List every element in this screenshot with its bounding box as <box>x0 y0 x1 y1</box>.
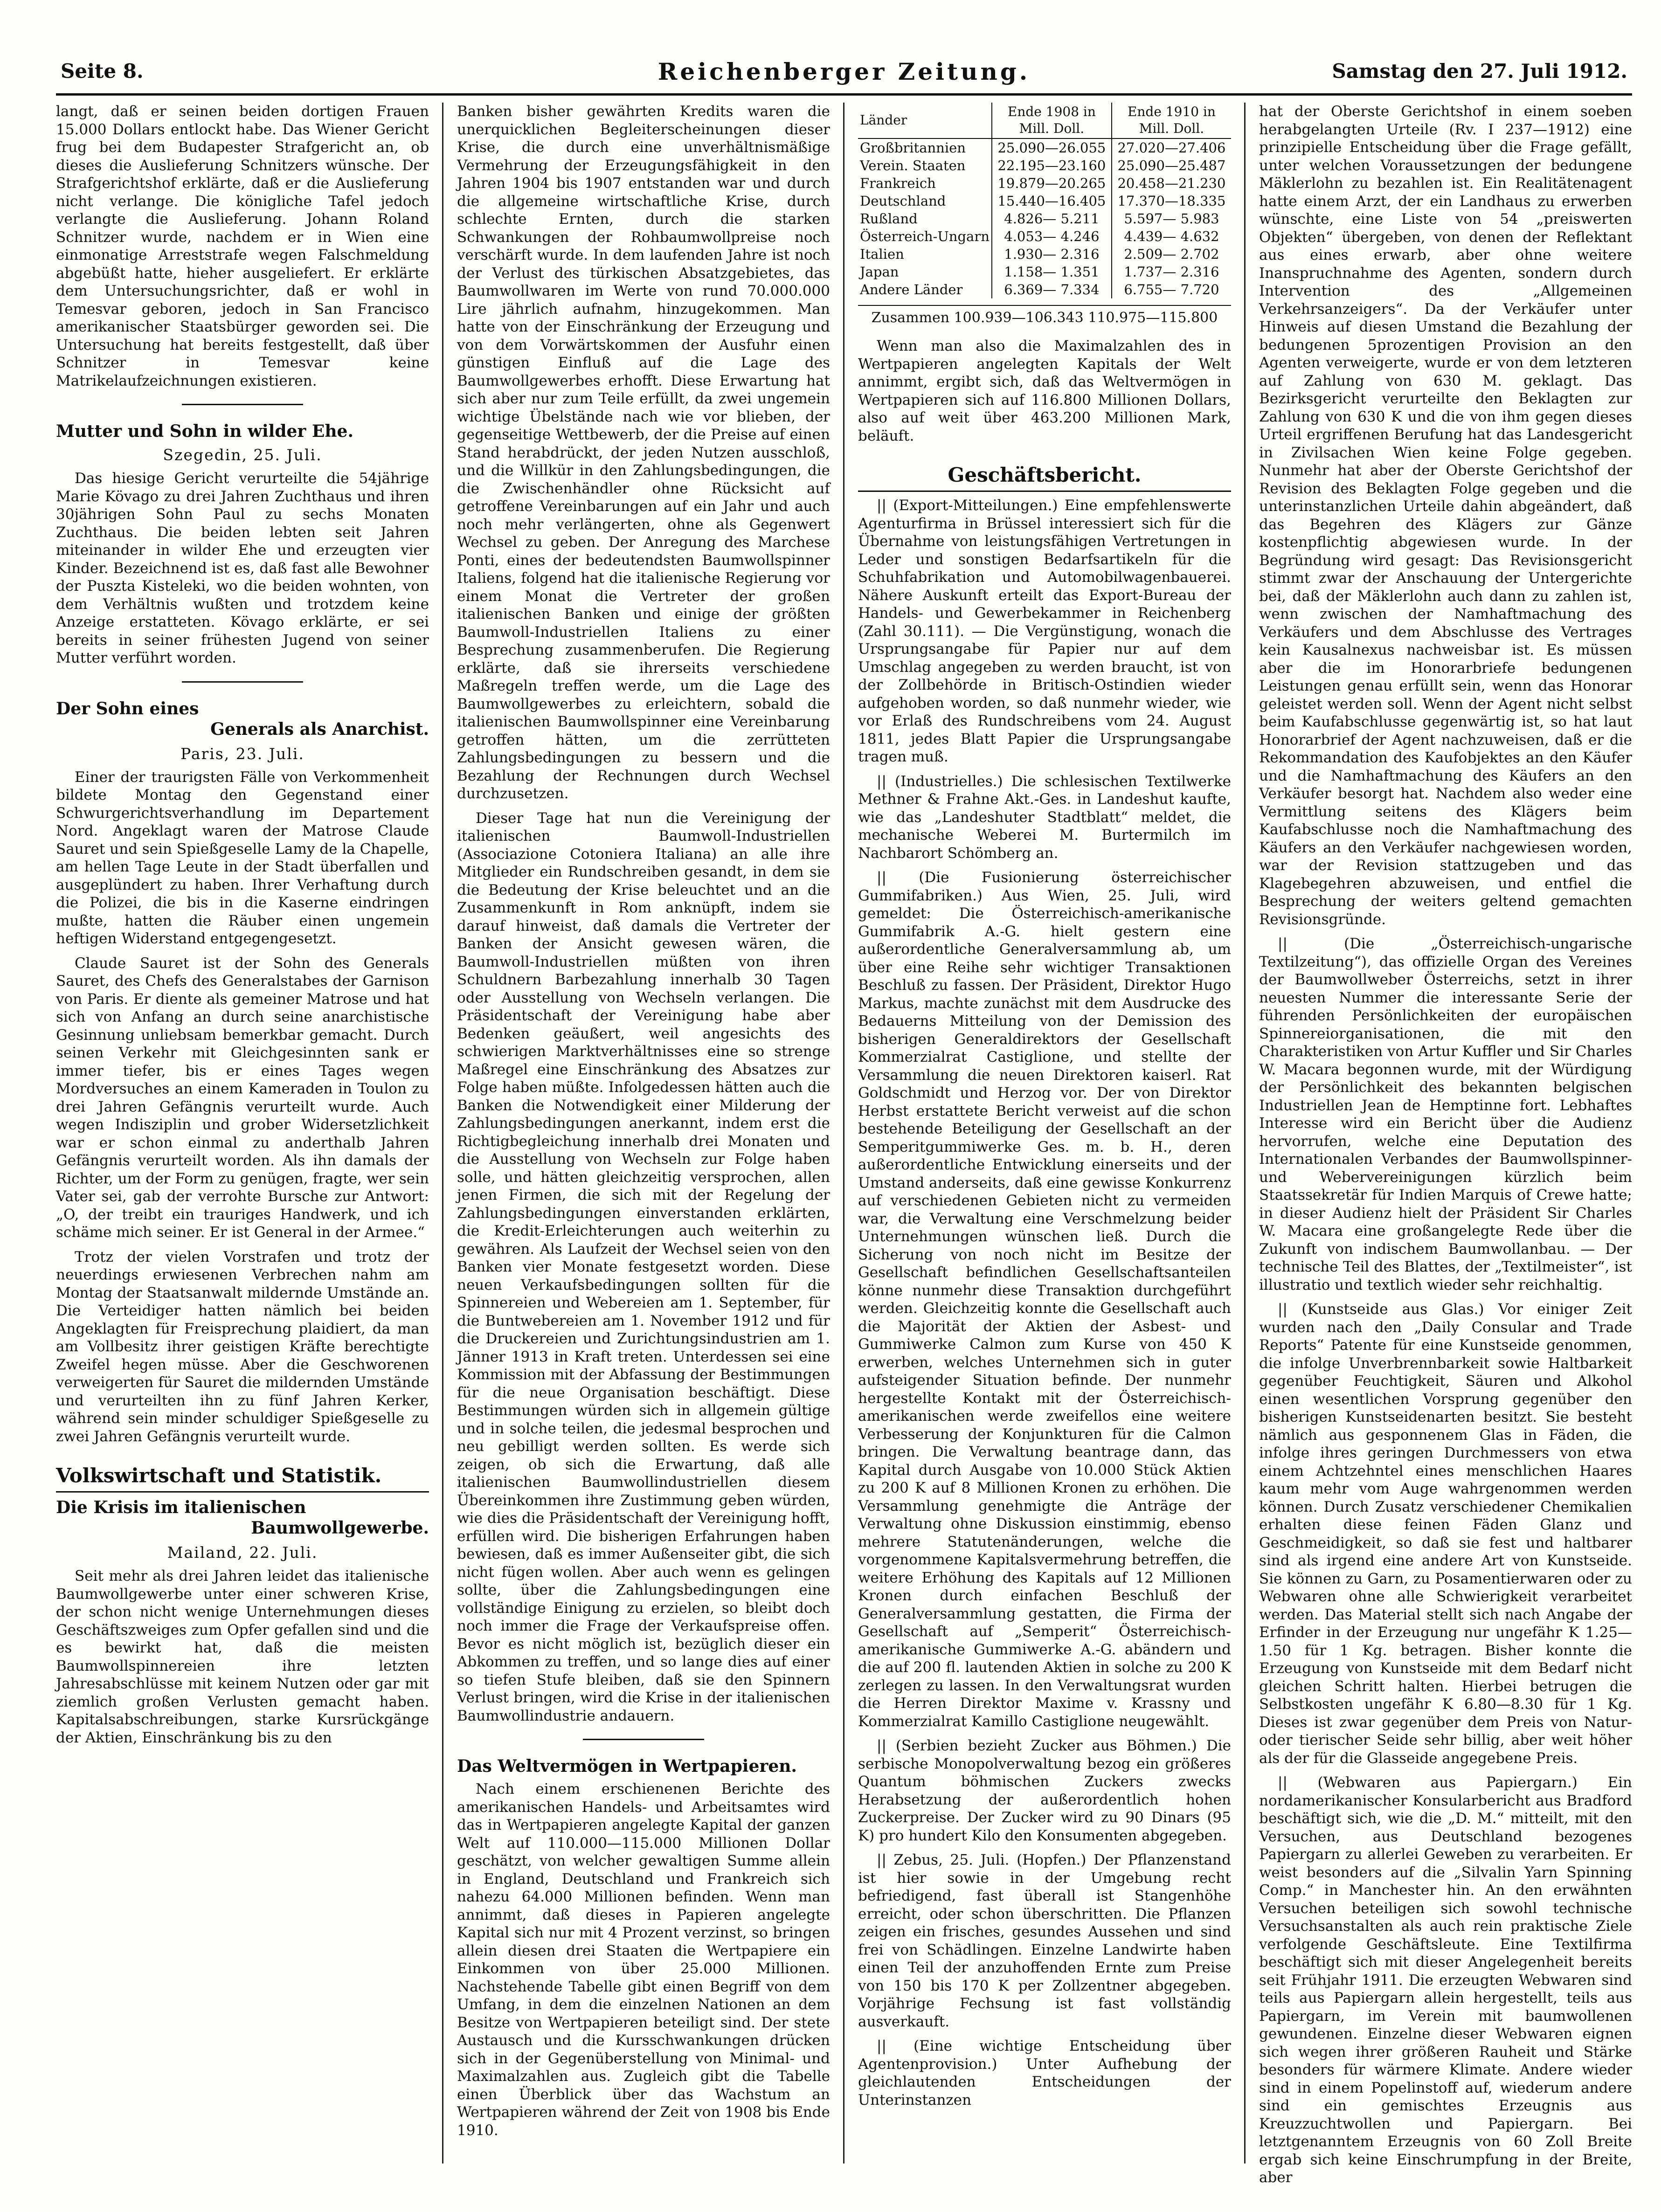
article-separator <box>182 681 303 683</box>
table-cell: Andere Länder <box>860 282 963 297</box>
article-heading-line2: Baumwollgewerbe. <box>251 1518 429 1538</box>
column-4 <box>1259 103 1632 2186</box>
dateline: Paris, 23. Juli. <box>180 744 305 763</box>
article-text: Dieser Tage hat nun die Vereinigung der italienischen Baumwoll-Industriellen (Associazione Cotoniera Italiana) an alle ihre Mitglieder ein Rundschreiben gesandt, in dem sie die Bedeutung der Krise beleuchtet und an die Zusammenkunft in Rom anknüpft, indem sie darauf hinweist, daß damals die Vertreter der Banken der Ansicht gewesen wären, die Baumwoll-Industriellen müßten von ihren Schuldnern Barbezahlung innerhalb 30 Tagen oder Ausstellung von Wechseln verlangen. Die Präsidentschaft der Vereinigung habe aber Bedenken geäußert, weil angesichts des schwierigen Marktverhältnisses eine so strenge Maßregel eine Einschränkung des Absatzes zur Folge haben müßte. Infolgedessen hätten auch die Banken die Notwendigkeit einer Milderung der Zahlungsbedingungen anerkannt, indem erst die Richtigbegleichung innerhalb drei Monaten und die Ausstellung von Wechseln zur Folge haben solle, und hätten gleichzeitig versprochen, allen jenen Firmen, die sich mit der Regelung der Zahlungsbedingungen einverstanden erklärten, die Kredit-Erleichterungen auch weiterhin zu gewähren. Als Laufzeit der Wechsel seien von den Banken vier Monate festgesetzt worden. Diese neuen Verkaufsbedingungen sollten für die Spinnereien und Webereien am 1. September, für die Buntwebereien am 1. November 1912 und für die Druckereien und Zurichtungsindustrien am 1. Jänner 1913 in Kraft treten. Unterdessen sei eine Kommission mit der Abfassung der Bestimmungen für die neue Organisation beschäftigt. Diese Bestimmungen würden sich in allgemein gültige und in solche teilen, die jedesmal besprochen und neu gebilligt werden sollten. Es werde sich zeigen, ob sich die Erwartung, daß alle italienischen Baumwollindustriellen diesem Übereinkommen ihre Zustimmung geben würden, wie dies die Präsidentschaft der Vereinigung hofft, erfüllen wird. Die bisherigen Erfahrungen haben bewiesen, daß es immer Außenseiter gibt, die sich nicht fügen wollen. Aber auch wenn es gelingen sollte, über die Zahlungsbedingungen eine vollständige Einigung zu erzielen, so bleibt doch noch immer die Frage der Verkaufspreise offen. Bevor es nicht möglich ist, bezüglich dieser ein Abkommen zu treffen, und so lange dies auf einer so tiefen Stufe bleiben, daß sie den Spinnern Verlust bringen, wird die Krise in der italienischen Baumwollindustrie andauern. <box>457 809 830 1724</box>
table-row <box>858 174 1231 192</box>
table-row <box>858 138 1231 157</box>
table-cell: 22.195—23.160 <box>992 157 1112 174</box>
table-cell: 25.090—25.487 <box>1112 157 1231 174</box>
article-text: Claude Sauret ist der Sohn des Generals Sauret, des Chefs des Generalstabes der Garnison von Paris. Er diente als gemeiner Matrose und hat sich von Anfang an durch seine anarchistische Gesinnung unliebsam bemerkbar gemacht. Durch seinen Verkehr mit Gleichgesinnten sank er immer tiefer, bis er eines Tages wegen Mordversuches an einem Kameraden in Toulon zu drei Jahren Gefängnis verurteilt wurde. Auch wegen Indisziplin und grober Widersetzlichkeit war er schon einmal zu anderthalb Jahren Gefängnis verurteilt worden. Als ihn damals der Richter, um der Form zu genügen, fragte, wer sein Vater sei, gab der verrohte Bursche zur Antwort: „O, der treibt ein trauriges Handwerk, und ich schäme mich seiner. Er ist General in der Armee.“ <box>56 954 429 1241</box>
table-row <box>858 192 1231 210</box>
table-cell: 1.737— 2.316 <box>1112 263 1231 281</box>
table-cell: 19.879—20.265 <box>992 174 1112 192</box>
article-text: Einer der traurigsten Fälle von Verkommenheit bildete Montag den Gegenstand einer Schwurgerichtsverhandlung im Departement Nord. Angeklagt waren der Matrose Claude Sauret und sein Spießgeselle Lamy de la Chapelle, am hellen Tage Leute in der Stadt überfallen und ausgeplündert zu haben. Ihrer Verhaftung durch die Polizei, die bis in die Kaserne eindringen mußte, hatten die Räuber einen ungemein heftigen Widerstand entgegengesetzt. <box>56 768 429 947</box>
table-cell: 4.439— 4.632 <box>1112 228 1231 245</box>
table-total: Zusammen 100.939—106.343 110.975—115.800 <box>858 305 1231 326</box>
table-cell: 25.090—26.055 <box>992 138 1112 157</box>
business-item: || (Die „Österreichisch-ungarische Textilzeitung“), das offizielle Organ des Vereines der Baumwollweber Österreichs, setzt in ihrer neuesten Nummer die interessante Serie der führenden Persönlichkeiten der europäischen Spinnereiorganisationen, die mit den Charakteristiken von Artur Kuffler und Sir Charles W. Macara begonnen wurde, mit der Würdigung der Persönlichkeit des bekannten belgischen Industriellen Jean de Hemptinne fort. Lebhaftes Interesse wird ein Bericht über die Audienz hervorrufen, welche eine Deputation des Internationalen Verbandes der Baumwollspinner- und Webervereinigungen kürzlich beim Staatssekretär für Indien Marquis of Crewe hatte; in dieser Audienz hielt der Präsident Sir Charles W. Macara eine großangelegte Rede über die Zukunft von indischem Baumwollanbau. — Der technische Teil des Blattes, der „Textilmeister“, ist illustratio und textlich wieder sehr reichhaltig. <box>1259 935 1632 1293</box>
masthead <box>56 51 1632 96</box>
article-separator <box>182 404 303 405</box>
table-cell: Deutschland <box>860 193 946 209</box>
table-row <box>858 245 1231 263</box>
article-text: langt, daß er seinen beiden dortigen Frauen 15.000 Dollars entlockt habe. Das Wiener Gericht frug bei dem Budapester Strafgericht an, ob dieses die Auslieferung Schnitzers wünsche. Der Strafgerichtshof erklärte, daß er die Auslieferung nicht verlange. Die königliche Tafel jedoch verlangte die Auslieferung. Johann Roland Schnitzer wurde, nachdem er in Wien eine einmonatige Arreststrafe wegen Falschmeldung abgebüßt hatte, hieher ausgeliefert. Er erklärte dem Untersuchungsrichter, daß er wohl in Temesvar geboren, jedoch in San Francisco amerikanischer Staatsbürger geworden sei. Die Untersuchung hat bereits festgestellt, daß über Schnitzer in Temesvar keine Matrikelaufzeichnungen existieren. <box>56 103 429 389</box>
table-cell: Frankreich <box>860 175 936 191</box>
table-header: Ende 1908 in Mill. Doll. <box>992 103 1112 138</box>
newspaper-page <box>56 51 1632 2186</box>
table-cell: Italien <box>860 246 904 262</box>
business-item: || (Webwaren aus Papiergarn.) Ein nordamerikanischer Konsularbericht aus Bradford beschäftigt sich, wie die „D. M.“ mitteilt, mit den Versuchen, aus Deutschland bezogenes Papiergarn zu allerlei Geweben zu verarbeiten. Er weist besonders auf die „Silvalin Yarn Spinning Comp.“ in Manchester hin. An den erwähnten Versuchen beteiligen sich sowohl technische Versuchsanstalten als auch rein praktische Ziele verfolgende Geschäftsleute. Eine Textilfirma beschäftigt sich mit dieser Angelegenheit bereits seit Frühjahr 1911. Die erzeugten Webwaren sind teils aus Papiergarn allein hergestellt, teils aus Papiergarn, im Verein mit baumwollenen gewundenen. Einzelne dieser Webwaren eignen sich wegen ihrer größeren Rauheit und Stärke besonders für wärmere Klimate. Andere wieder sind in einem Popelinstoff auf, wiederum andere sind ein gemischtes Erzeugnis aus Kreuzzuchtwollen und Papiergarn. Bei letztgenanntem Erzeugnis von 60 Zoll Breite ergab sich keine Einschrumpfung in der Breite, aber <box>1259 1774 1632 2186</box>
table-cell: Rußland <box>860 211 918 227</box>
table-cell: Verein. Staaten <box>860 158 966 173</box>
article-text: Trotz der vielen Vorstrafen und trotz der neuerdings erwiesenen Verbrechen nahm am Montag der Staatsanwalt mildernde Umstände an. Die Verteidiger hatten nämlich bei beiden Angeklagten für Freisprechung plaidiert, da man am Vollbesitz ihrer geistigen Kräfte berechtigte Zweifel hegen müsse. Aber die Geschworenen verweigerten für Sauret die mildernden Umstände und verurteilten ihn zu fünf Jahren Kerker, während sein minder schuldiger Spießgeselle zu zwei Jahren Gefängnis verurteilt wurde. <box>56 1248 429 1445</box>
issue-date: Samstag den 27. Juli 1912. <box>1332 60 1627 83</box>
table-cell: 4.053— 4.246 <box>992 228 1112 245</box>
article-heading: Die Krisis im italienischen <box>56 1498 306 1517</box>
table-cell: Japan <box>860 264 899 280</box>
column-3 <box>858 103 1231 2164</box>
section-heading: Volkswirtschaft und Statistik. <box>56 1464 429 1493</box>
table-cell: 20.458—21.230 <box>1112 174 1231 192</box>
table-row <box>858 157 1231 174</box>
article-heading-line2: Generals als Anarchist. <box>210 719 429 739</box>
table-row <box>858 281 1231 298</box>
table-cell: 6.755— 7.720 <box>1112 281 1231 298</box>
table-cell: 27.020—27.406 <box>1112 138 1231 157</box>
section-heading: Geschäftsbericht. <box>858 463 1231 492</box>
article-heading: Mutter und Sohn in wilder Ehe. <box>56 422 353 441</box>
column-rule <box>843 103 844 2164</box>
column-rule <box>442 103 443 2164</box>
table-cell: Großbritannien <box>860 140 966 156</box>
table-cell: 1.158— 1.351 <box>992 263 1112 281</box>
table-header-row <box>858 103 1231 138</box>
table-row <box>858 263 1231 281</box>
column-rule <box>1244 103 1246 2164</box>
business-item: || (Serbien bezieht Zucker aus Böhmen.) Die serbische Monopolverwaltung bezog ein größeres Quantum böhmischen Zuckers zwecks Herabsetzung der außerordentlich hohen Zuckerpreise. Der Zucker wird zu 90 Dinars (95 K) pro hundert Kilo den Konsumenten abgegeben. <box>858 1737 1231 1844</box>
article-text: Nach einem erschienenen Berichte des amerikanischen Handels- und Arbeitsamtes wird das in Wertpapieren angelegte Kapital der ganzen Welt auf 110.000—115.000 Millionen Dollar geschätzt, von welcher gewaltigen Summe allein in England, Deutschland und Frankreich sich nahezu 64.000 Millionen befinden. Wenn man annimmt, daß dieses in Papieren angelegte Kapital sich nur mit 4 Prozent verzinst, so bringen allein diesen drei Staaten die Wertpapiere ein Einkommen von über 25.000 Millionen. Nachstehende Tabelle gibt einen Begriff von dem Umfang, in dem die einzelnen Nationen an dem Besitze von Wertpapieren beteiligt sind. Der stete Austausch und die Kursschwankungen drücken sich in der Gegenüberstellung von Minimal- und Maximalzahlen aus. Zugleich gibt die Tabelle einen Überblick über das Wachstum an Wertpapieren während der Zeit von 1908 bis Ende 1910. <box>457 1781 830 2139</box>
table-cell: 15.440—16.405 <box>992 192 1112 210</box>
table-cell: 1.930— 2.316 <box>992 245 1112 263</box>
business-item: || (Industrielles.) Die schlesischen Textilwerke Methner & Frahne Akt.-Ges. in Landeshut kaufte, wie das „Landeshuter Stadtblatt“ meldet, die mechanische Weberei M. Burtermilch im Nachbarort Schömberg an. <box>858 773 1231 862</box>
business-item: || (Die Fusionierung österreichischer Gummifabriken.) Aus Wien, 25. Juli, wird gemeldet: Die Österreichisch-amerikanische Gummifabrik A.-G. hielt gestern eine außerordentliche Generalversammlung ab, um über eine Reihe sehr wichtiger Transaktionen Beschluß zu fassen. Der Präsident, Direktor Hugo Markus, machte zunächst mit dem Ausdrucke des Bedauerns Mitteilung von der Demission des bisherigen Generaldirektors der Gesellschaft Kommerzialrat Castiglione, und stellte der Versammlung die neuen Direktoren kaiserl. Rat Goldschmidt und Herzog vor. Der von Direktor Herbst erstattete Bericht verweist auf die schon bestehende Beteiligung der Gesellschaft an der Semperitgummiwerke Ges. m. b. H., deren außerordentliche Entwicklung einerseits und der Umstand anderseits, daß eine gewisse Konkurrenz auf verschiedenen Gebieten nicht zu vermeiden war, die Verwaltung eine Verschmelzung beider Unternehmungen wünschen ließ. Durch die Sicherung von noch nicht im Besitze der Gesellschaft befindlichen Gesellschaftsanteilen könne nunmehr diese Transaktion durchgeführt werden. Gleichzeitig konnte die Gesellschaft auch die Majorität der Aktien der Asbest- und Gummiwerke Calmon zum Kurse von 450 K erwerben, welches Unternehmen sich in guter aufsteigender Situation befinde. Der nunmehr hergestellte Kontakt mit der Österreichisch-amerikanischen werde zweifellos eine weitere Verbesserung der Konjunkturen für die Calmon bringen. Die Verwaltung beantrage dann, das Kapital durch Ausgabe von 10.000 Stück Aktien zu 200 K auf 8 Millionen Kronen zu erhöhen. Die Versammlung genehmigte die Anträge der Verwaltung ohne Diskussion einstimmig, ebenso mehrere Statutenänderungen, welche die vorgenommene Kapitalsvermehrung betreffen, die weitere Erhöhung des Kapitals auf 12 Millionen Kronen durch einfachen Beschluß der Generalversammlung gestatten, die Firma der Gesellschaft auf „Semperit“ Österreichisch-amerikanische Gummiwerke A.-G. abändern und die auf 200 fl. lautenden Aktien in solche zu 200 K zerlegen zu lassen. In den Verwaltungsrat wurden die Herren Direktor Maxime v. Krassny und Kommerzialrat Kamillo Castiglione neugewählt. <box>858 869 1231 1730</box>
article-text: Wenn man also die Maximalzahlen des in Wertpapieren angelegten Kapitals der Welt annimmt, ergibt sich, daß das Weltvermögen in Wertpapieren sich auf 116.800 Millionen Dollars, also auf weit über 463.200 Millionen Mark, beläuft. <box>858 338 1231 444</box>
article-text: hat der Oberste Gerichtshof in einem soeben herabgelangten Urteile (Rv. I 237—1912) eine prinzipielle Entscheidung über die Frage gefällt, unter welchen Voraussetzungen der bedungene Mäklerlohn zu bezahlen ist. Ein Realitätenagent hatte einem Arzt, der ein Landhaus zu erwerben wünschte, eine Liste von 54 „preiswerten Objekten“ übergeben, von denen der Reflektant aus eines erwarb, aber ohne weitere Inanspruchnahme des Agenten, sondern durch Intervention des „Allgemeinen Verkehrsanzeigers“. Da der Verkäufer unter Hinweis auf diesen Umstand die Bezahlung der bedungenen 5prozentigen Provision an den Agenten verweigerte, wurde er von dem letzteren auf Zahlung von 630 M. geklagt. Das Bezirksgericht verurteilte den Beklagten zur Zahlung von 630 K und die von ihm gegen dieses Urteil ergriffenen Berufung hat das Landesgericht in Zivilsachen Wien keine Folge gegeben. Nunmehr hat aber der Oberste Gerichtshof der Revision des Beklagten Folge gegeben und die unterinstanzlichen Urteile dahin abgeändert, daß das Begehren des Klägers zur Gänze kostenpflichtig abgewiesen wurde. In der Begründung wird gesagt: Das Revisionsgericht stimmt zwar der Anschauung der Untergerichte bei, daß der Mäklerlohn auch dann zu zahlen ist, wenn zwischen der Namhaftmachung des Verkäufers und dem Abschlusse des Vertrages kein Kausalnexus nachweisbar ist. Es müssen aber die im Honorarbriefe bedungenen Leistungen genau erfüllt sein, wenn das Honorar geleistet werden soll. Wenn der Agent nicht selbst beim Kaufabschlusse gegenwärtig ist, so hat laut Honorarbrief der Agent nachzuweisen, daß er die Rekommandation des Kaufobjektes an den Käufer und die Namhaftmachung des Käufers an den Verkäufer besorgt hat. Nachdem also weder eine Vermittlung seitens des Klägers beim Kaufabschlusse noch die Namhaftmachung des Käufers an den Verkäufer nachgewiesen worden, war der Revision stattzugeben und das Klagebegehren abzuweisen, und entfiel die Besprechung der weiters geltend gemachten Revisionsgründe. <box>1259 103 1632 928</box>
column-2 <box>457 103 830 2164</box>
page-number: Seite 8. <box>61 60 144 83</box>
table-row <box>858 228 1231 245</box>
article-text: Das hiesige Gericht verurteilte die 54jährige Marie Kövago zu drei Jahren Zuchthaus und ihren 30jährigen Sohn Paul zu sechs Monaten Zuchthaus. Die beiden lebten seit Jahren miteinander in wilder Ehe und erzeugten vier Kinder. Bezeichnend ist es, daß fast alle Bewohner der Puszta Kisteleki, wo die beiden wohnten, von dem Verhältnis wußten und trotzdem keine Anzeige erstatteten. Kövago erklärte, er sei bereits in seiner frühesten Jugend von seiner Mutter verführt worden. <box>56 470 429 666</box>
table-header: Länder <box>858 103 992 138</box>
table-cell: 17.370—18.335 <box>1112 192 1231 210</box>
table-row <box>858 210 1231 228</box>
business-item: || Zebus, 25. Juli. (Hopfen.) Der Pflanzenstand ist hier sowie in der Umgebung recht befriedigend, fast überall ist Stangenhöhe erreicht, oder schon überschritten. Die Pflanzen zeigen ein frisches, gesundes Aussehen und sind frei von Schädlingen. Einzelne Landwirte haben einen Teil der anzuhoffenden Ernte zum Preise von 150 bis 170 K per Zollzentner abgegeben. Vorjährige Fechsung ist fast vollständig ausverkauft. <box>858 1852 1231 2030</box>
table-header: Ende 1910 in Mill. Doll. <box>1112 103 1231 138</box>
table-cell: 2.509— 2.702 <box>1112 245 1231 263</box>
table-cell: Österreich-Ungarn <box>860 228 990 244</box>
article-text: Seit mehr als drei Jahren leidet das italienische Baumwollgewerbe unter einer schweren Krise, der schon nicht wenige Unternehmungen dieses Geschäftszweiges zum Opfer gefallen sind und die es bewirkt hat, daß die meisten Baumwollspinnereien ihre letzten Jahresabschlüsse mit keinem Nutzen oder gar mit ziemlich großen Verlusten gemacht haben. Kapitalsabschreibungen, starke Kursrückgänge der Aktien, Einschränkung bis zu den <box>56 1568 429 1746</box>
article-separator <box>583 1739 704 1740</box>
article-heading: Der Sohn eines <box>56 698 199 719</box>
dateline: Szegedin, 25. Juli. <box>163 446 322 464</box>
newspaper-title: Reichenberger Zeitung. <box>657 58 1031 85</box>
table-cell: 5.597— 5.983 <box>1112 210 1231 228</box>
dateline: Mailand, 22. Juli. <box>167 1543 318 1562</box>
business-item: || (Eine wichtige Entscheidung über Agentenprovision.) Unter Aufhebung der gleichlautenden Entscheidungen der Unterinstanzen <box>858 2038 1231 2108</box>
wealth-table <box>858 103 1231 298</box>
table-cell: 6.369— 7.334 <box>992 281 1112 298</box>
business-item: || (Kunstseide aus Glas.) Vor einiger Zeit wurden nach den „Daily Consular and Trade Reports“ Patente für eine Kunstseide genommen, die infolge Unverbrennbarkeit sowie Haltbarkeit gegenüber Feuchtigkeit, Säuren und Alkohol einen wesentlichen Vorsprung gegenüber den bisherigen Kunstseidenarten besitzt. Sie besteht nämlich aus gesponnenem Glas in Fäden, die infolge ihres geringen Durchmessers von etwa einem Achtzehntel eines menschlichen Haares kaum mehr vom Auge wahrgenommen werden können. Durch Zusatz verschiedener Chemikalien erhalten diese feinen Fäden Glanz und Geschmeidigkeit, so daß sie fest und haltbarer sind als irgend eine andere Art von Kunstseide. Sie können zu Garn, zu Posamentierwaren oder zu Webwaren ohne alle Schwierigkeit verarbeitet werden. Das Material stellt sich nach Angabe der Erfinder in der Erzeugung nur ungefähr K 1.25—1.50 für 1 Kg. betragen. Bisher konnte die Erzeugung von Kunstseide mit dem Bedarf nicht gleichen Schritt halten. Hierbei betrugen die Selbstkosten ungefähr K 6.80—8.30 für 1 Kg. Dieses ist zwar gegenüber dem Preis von Natur- oder tierischer Seide sehr billig, aber weit höher als der für die Glasseide angegebene Preis. <box>1259 1301 1632 1767</box>
article-text: Banken bisher gewährten Kredits waren die unerquicklichen Begleiterscheinungen dieser Krise, die durch eine unverhältnismäßige Vermehrung der Erzeugungsfähigkeit in den Jahren 1904 bis 1907 entstanden war und durch die allgemeine wirtschaftliche Krise, durch schlechte Ernten, durch die starken Schwankungen der Rohbaumwollpreise noch verschärft wurde. In dem laufenden Jahre ist noch der Verlust des türkischen Absatzgebietes, das Baumwollwaren im Werte von rund 70.000.000 Lire jährlich aufnahm, hinzugekommen. Man hatte von der Einschränkung der Erzeugung und von dem Vorwärtskommen der Ausfuhr einen günstigen Einfluß auf die Lage des Baumwollgewerbes erhofft. Diese Erwartung hat sich aber nur zum Teile erfüllt, da zwei ungemein wichtige Übelstände nach wie vor blieben, der gegenseitige Wettbewerb, der die Preise auf einen Stand herabdrückt, der jeden Nutzen ausschloß, und die Willkür in den Zahlungsbedingungen, die die Zwischenhändler ohne Rücksicht auf getroffene Vereinbarungen auf ein Jahr und auch noch mehr verlängerten, ohne als Gegenwert Wechsel zu geben. Der Anregung des Marchese Ponti, eines der bedeutendsten Baumwollspinner Italiens, folgend hat die italienische Regierung vor einem Monat die Vertreter der großen italienischen Banken und einige der größten Baumwoll-Industriellen Italiens zu einer Besprechung zusammenberufen. Die Regierung erklärte, daß sie ihrerseits verschiedene Maßregeln treffen werde, um die Lage des Baumwollgewerbes zu erleichtern, sobald die italienischen Baumwollspinner eine Vereinbarung getroffen hätten, um die zerrütteten Zahlungsbedingungen zu bessern und die Bezahlung der Rechnungen durch Wechsel durchzusetzen. <box>457 103 830 802</box>
article-heading: Das Weltvermögen in Wertpapieren. <box>457 1756 797 1776</box>
business-item: || (Export-Mitteilungen.) Eine empfehlenswerte Agenturfirma in Brüssel interessiert sich für die Übernahme von leistungsfähigen Vertretungen in Leder und sonstigen Bedarfsartikeln für die Schuhfabrikation und Automobilwagenbauerei. Nähere Auskunft erteilt das Export-Bureau der Handels- und Gewerbekammer in Reichenberg (Zahl 30.111). — Die Vergünstigung, wonach die Ursprungsangabe für Papier nur auf dem Umschlag angegeben zu werden braucht, ist von der Zollbehörde in Britisch-Ostindien wieder aufgehoben worden, so daß nunmehr wieder, wie vor Erlaß des Rundschreibens vom 24. August 1811, jedes Blatt Papier die Ursprungsangabe tragen muß. <box>858 497 1231 765</box>
table-cell: 4.826— 5.211 <box>992 210 1112 228</box>
column-1 <box>56 103 429 2164</box>
